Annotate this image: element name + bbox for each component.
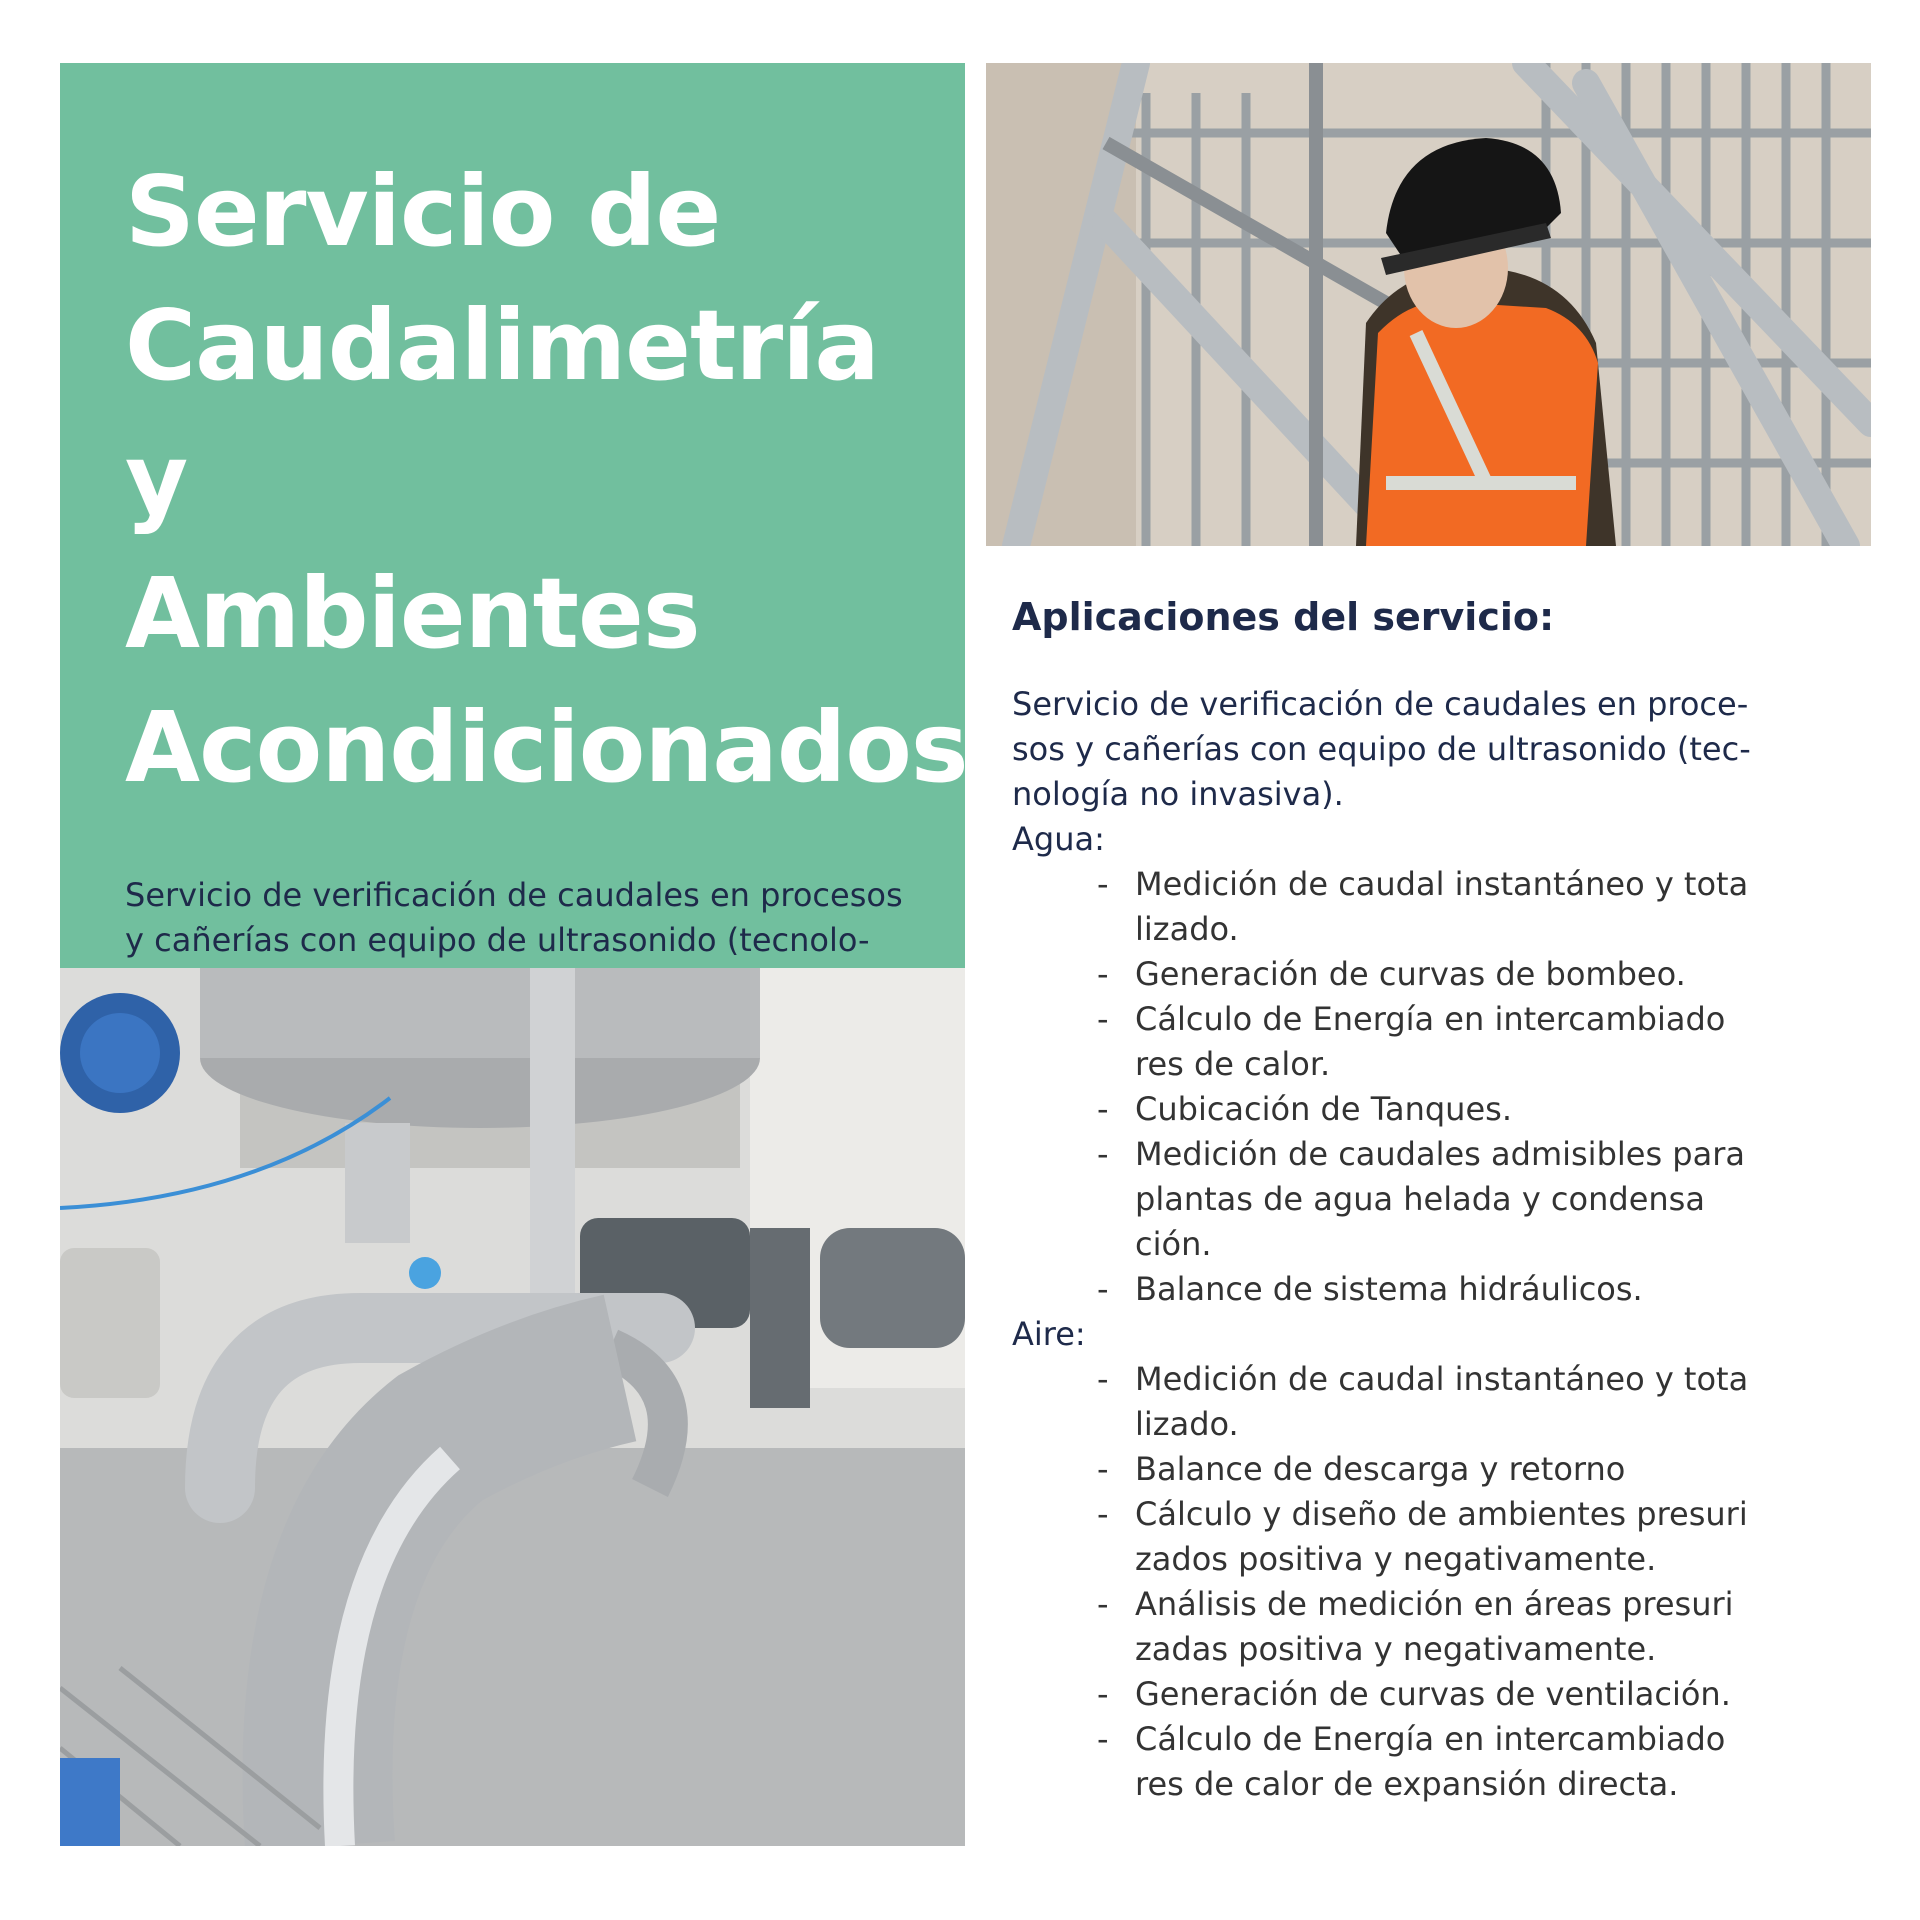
aire-label: Aire:: [1012, 1315, 1086, 1353]
list-item: [1097, 1717, 1812, 1807]
list-item: [1097, 1087, 1812, 1132]
hero-title-line: Caudalimetría y: [125, 289, 879, 536]
item-line: Balance de descarga y retorno: [1135, 1450, 1626, 1488]
item-line: res de calor de expansión directa.: [1135, 1765, 1679, 1803]
item-line: Generación de curvas de bombeo.: [1135, 955, 1686, 993]
pipes-photo-illustration: [60, 968, 965, 1846]
list-item: [1097, 952, 1812, 997]
hero-title: [125, 145, 968, 815]
intro-line: nología no invasiva).: [1012, 775, 1344, 813]
item-line: res de calor.: [1135, 1045, 1331, 1083]
item-line: Cálculo y diseño de ambientes presuri: [1135, 1495, 1748, 1533]
item-line: lizado.: [1135, 1405, 1239, 1443]
pipes-photo: [60, 968, 965, 1846]
intro-line: sos y cañerías con equipo de ultrasonido (tec-: [1012, 730, 1751, 768]
list-item: [1097, 1132, 1812, 1267]
list-item: [1097, 862, 1812, 952]
list-item: [1097, 1672, 1812, 1717]
hero-title-line: Servicio de: [125, 155, 721, 268]
hero-panel: [60, 63, 968, 968]
intro-line: Servicio de verificación de caudales en proce-: [1012, 685, 1749, 723]
hero-title-line: Acondicionados: [125, 691, 968, 804]
item-line: Cubicación de Tanques.: [1135, 1090, 1512, 1128]
list-item: [1097, 997, 1812, 1087]
item-line: Medición de caudales admisibles para: [1135, 1135, 1745, 1173]
hero-description-line: y cañerías con equipo de ultrasonido (tecnolo-: [125, 921, 870, 959]
item-line: plantas de agua helada y condensa: [1135, 1180, 1705, 1218]
item-line: lizado.: [1135, 910, 1239, 948]
aire-list: [1012, 1357, 1812, 1807]
item-line: zados positiva y negativamente.: [1135, 1540, 1657, 1578]
hero-description-line: Servicio de verificación de caudales en procesos: [125, 876, 903, 914]
item-line: ción.: [1135, 1225, 1212, 1263]
item-line: Generación de curvas de ventilación.: [1135, 1675, 1731, 1713]
list-item: [1097, 1267, 1812, 1312]
agua-label: Agua:: [1012, 820, 1105, 858]
item-line: Cálculo de Energía en intercambiado: [1135, 1000, 1726, 1038]
list-item: [1097, 1357, 1812, 1447]
item-line: Cálculo de Energía en intercambiado: [1135, 1720, 1726, 1758]
agua-list: [1012, 862, 1812, 1312]
list-item: [1097, 1492, 1812, 1582]
applications-heading: Aplicaciones del servicio:: [1012, 595, 1555, 639]
item-line: Medición de caudal instantáneo y tota: [1135, 1360, 1749, 1398]
applications-section: [1012, 595, 1812, 1807]
list-item: [1097, 1582, 1812, 1672]
worker-photo-illustration: [986, 63, 1871, 546]
worker-photo: [986, 63, 1871, 546]
item-line: Medición de caudal instantáneo y tota: [1135, 865, 1749, 903]
item-line: zadas positiva y negativamente.: [1135, 1630, 1657, 1668]
item-line: Balance de sistema hidráulicos.: [1135, 1270, 1643, 1308]
hero-title-line: Ambientes: [125, 557, 700, 670]
list-item: [1097, 1447, 1812, 1492]
applications-intro: [1012, 682, 1812, 817]
item-line: Análisis de medición en áreas presuri: [1135, 1585, 1734, 1623]
